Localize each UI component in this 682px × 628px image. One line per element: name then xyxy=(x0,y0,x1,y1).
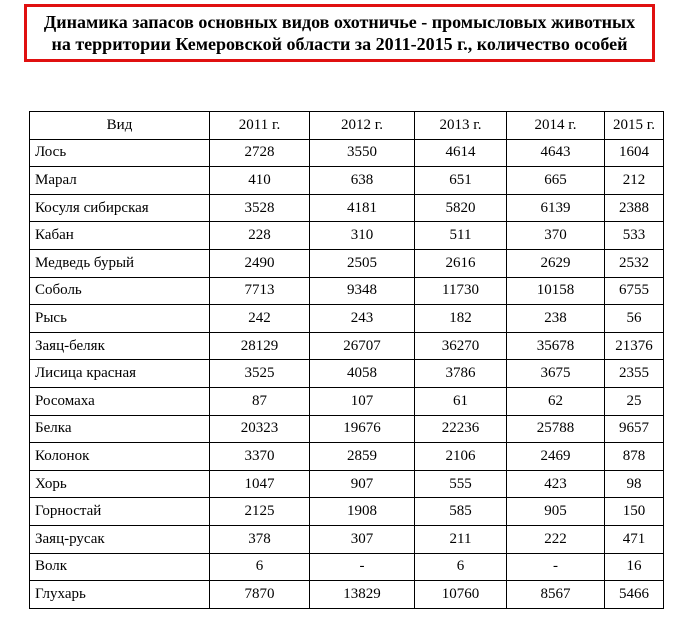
count-cell: 25 xyxy=(605,387,664,415)
count-cell: 4643 xyxy=(507,139,605,167)
count-cell: 665 xyxy=(507,167,605,195)
species-name-cell: Лисица красная xyxy=(30,360,210,388)
count-cell: 3786 xyxy=(415,360,507,388)
table-row xyxy=(30,553,664,581)
species-name-cell: Заяц-русак xyxy=(30,525,210,553)
count-cell: 22236 xyxy=(415,415,507,443)
count-cell: 5820 xyxy=(415,194,507,222)
table-body xyxy=(30,139,664,608)
count-cell: 243 xyxy=(310,305,415,333)
count-cell: 238 xyxy=(507,305,605,333)
count-cell: 11730 xyxy=(415,277,507,305)
count-cell: 2616 xyxy=(415,249,507,277)
column-header: 2014 г. xyxy=(507,112,605,140)
count-cell: 10760 xyxy=(415,581,507,609)
table-row xyxy=(30,360,664,388)
count-cell: - xyxy=(310,553,415,581)
column-header: 2011 г. xyxy=(210,112,310,140)
count-cell: 107 xyxy=(310,387,415,415)
column-header: 2012 г. xyxy=(310,112,415,140)
table-row xyxy=(30,443,664,471)
count-cell: 9657 xyxy=(605,415,664,443)
table-row xyxy=(30,167,664,195)
count-cell: 4058 xyxy=(310,360,415,388)
count-cell: 5466 xyxy=(605,581,664,609)
count-cell: 2490 xyxy=(210,249,310,277)
count-cell: 3370 xyxy=(210,443,310,471)
wildlife-stock-table xyxy=(29,111,664,609)
species-name-cell: Глухарь xyxy=(30,581,210,609)
count-cell: 26707 xyxy=(310,332,415,360)
table-row xyxy=(30,525,664,553)
count-cell: 638 xyxy=(310,167,415,195)
count-cell: 20323 xyxy=(210,415,310,443)
count-cell: 6139 xyxy=(507,194,605,222)
column-header: 2013 г. xyxy=(415,112,507,140)
species-name-cell: Рысь xyxy=(30,305,210,333)
count-cell: 21376 xyxy=(605,332,664,360)
species-name-cell: Косуля сибирская xyxy=(30,194,210,222)
count-cell: 2106 xyxy=(415,443,507,471)
count-cell: 533 xyxy=(605,222,664,250)
species-name-cell: Лось xyxy=(30,139,210,167)
count-cell: 555 xyxy=(415,470,507,498)
count-cell: 1047 xyxy=(210,470,310,498)
count-cell: 585 xyxy=(415,498,507,526)
species-name-cell: Заяц-беляк xyxy=(30,332,210,360)
species-name-cell: Марал xyxy=(30,167,210,195)
count-cell: 423 xyxy=(507,470,605,498)
table-row xyxy=(30,581,664,609)
count-cell: 35678 xyxy=(507,332,605,360)
count-cell: 2388 xyxy=(605,194,664,222)
count-cell: 98 xyxy=(605,470,664,498)
document-title xyxy=(24,4,655,62)
count-cell: 1908 xyxy=(310,498,415,526)
count-cell: 651 xyxy=(415,167,507,195)
table-row xyxy=(30,277,664,305)
table-row xyxy=(30,387,664,415)
count-cell: 2469 xyxy=(507,443,605,471)
count-cell: 378 xyxy=(210,525,310,553)
species-name-cell: Медведь бурый xyxy=(30,249,210,277)
count-cell: 228 xyxy=(210,222,310,250)
count-cell: 182 xyxy=(415,305,507,333)
count-cell: 211 xyxy=(415,525,507,553)
count-cell: 2355 xyxy=(605,360,664,388)
count-cell: 2629 xyxy=(507,249,605,277)
count-cell: 13829 xyxy=(310,581,415,609)
count-cell: 25788 xyxy=(507,415,605,443)
count-cell: 1604 xyxy=(605,139,664,167)
species-name-cell: Кабан xyxy=(30,222,210,250)
count-cell: 6 xyxy=(210,553,310,581)
count-cell: 4181 xyxy=(310,194,415,222)
count-cell: 10158 xyxy=(507,277,605,305)
count-cell: 2859 xyxy=(310,443,415,471)
count-cell: 3528 xyxy=(210,194,310,222)
count-cell: 2505 xyxy=(310,249,415,277)
column-header: Вид xyxy=(30,112,210,140)
table-row xyxy=(30,305,664,333)
count-cell: 28129 xyxy=(210,332,310,360)
species-name-cell: Колонок xyxy=(30,443,210,471)
count-cell: 2125 xyxy=(210,498,310,526)
count-cell: 905 xyxy=(507,498,605,526)
count-cell: 3675 xyxy=(507,360,605,388)
count-cell: 878 xyxy=(605,443,664,471)
table-row xyxy=(30,194,664,222)
title-line-1: Динамика запасов основных видов охотничье - промысловых животных xyxy=(43,12,636,32)
species-name-cell: Белка xyxy=(30,415,210,443)
table-row xyxy=(30,222,664,250)
count-cell: 410 xyxy=(210,167,310,195)
species-name-cell: Горностай xyxy=(30,498,210,526)
count-cell: 7870 xyxy=(210,581,310,609)
count-cell: 150 xyxy=(605,498,664,526)
count-cell: 310 xyxy=(310,222,415,250)
count-cell: - xyxy=(507,553,605,581)
species-name-cell: Хорь xyxy=(30,470,210,498)
count-cell: 62 xyxy=(507,387,605,415)
table-row xyxy=(30,415,664,443)
species-name-cell: Волк xyxy=(30,553,210,581)
count-cell: 511 xyxy=(415,222,507,250)
count-cell: 222 xyxy=(507,525,605,553)
table-row xyxy=(30,249,664,277)
count-cell: 307 xyxy=(310,525,415,553)
count-cell: 370 xyxy=(507,222,605,250)
species-name-cell: Росомаха xyxy=(30,387,210,415)
count-cell: 907 xyxy=(310,470,415,498)
count-cell: 16 xyxy=(605,553,664,581)
count-cell: 2728 xyxy=(210,139,310,167)
count-cell: 6755 xyxy=(605,277,664,305)
title-line-2: на территории Кемеровской области за 2011-2015 г., количество особей xyxy=(51,34,628,54)
count-cell: 471 xyxy=(605,525,664,553)
column-header: 2015 г. xyxy=(605,112,664,140)
table-row xyxy=(30,498,664,526)
count-cell: 8567 xyxy=(507,581,605,609)
count-cell: 19676 xyxy=(310,415,415,443)
count-cell: 212 xyxy=(605,167,664,195)
count-cell: 7713 xyxy=(210,277,310,305)
count-cell: 36270 xyxy=(415,332,507,360)
table-row xyxy=(30,332,664,360)
count-cell: 61 xyxy=(415,387,507,415)
count-cell: 9348 xyxy=(310,277,415,305)
table-row xyxy=(30,139,664,167)
count-cell: 242 xyxy=(210,305,310,333)
count-cell: 4614 xyxy=(415,139,507,167)
species-name-cell: Соболь xyxy=(30,277,210,305)
count-cell: 3525 xyxy=(210,360,310,388)
count-cell: 87 xyxy=(210,387,310,415)
count-cell: 6 xyxy=(415,553,507,581)
table-row xyxy=(30,470,664,498)
table-header-row xyxy=(30,112,664,140)
count-cell: 2532 xyxy=(605,249,664,277)
count-cell: 3550 xyxy=(310,139,415,167)
count-cell: 56 xyxy=(605,305,664,333)
